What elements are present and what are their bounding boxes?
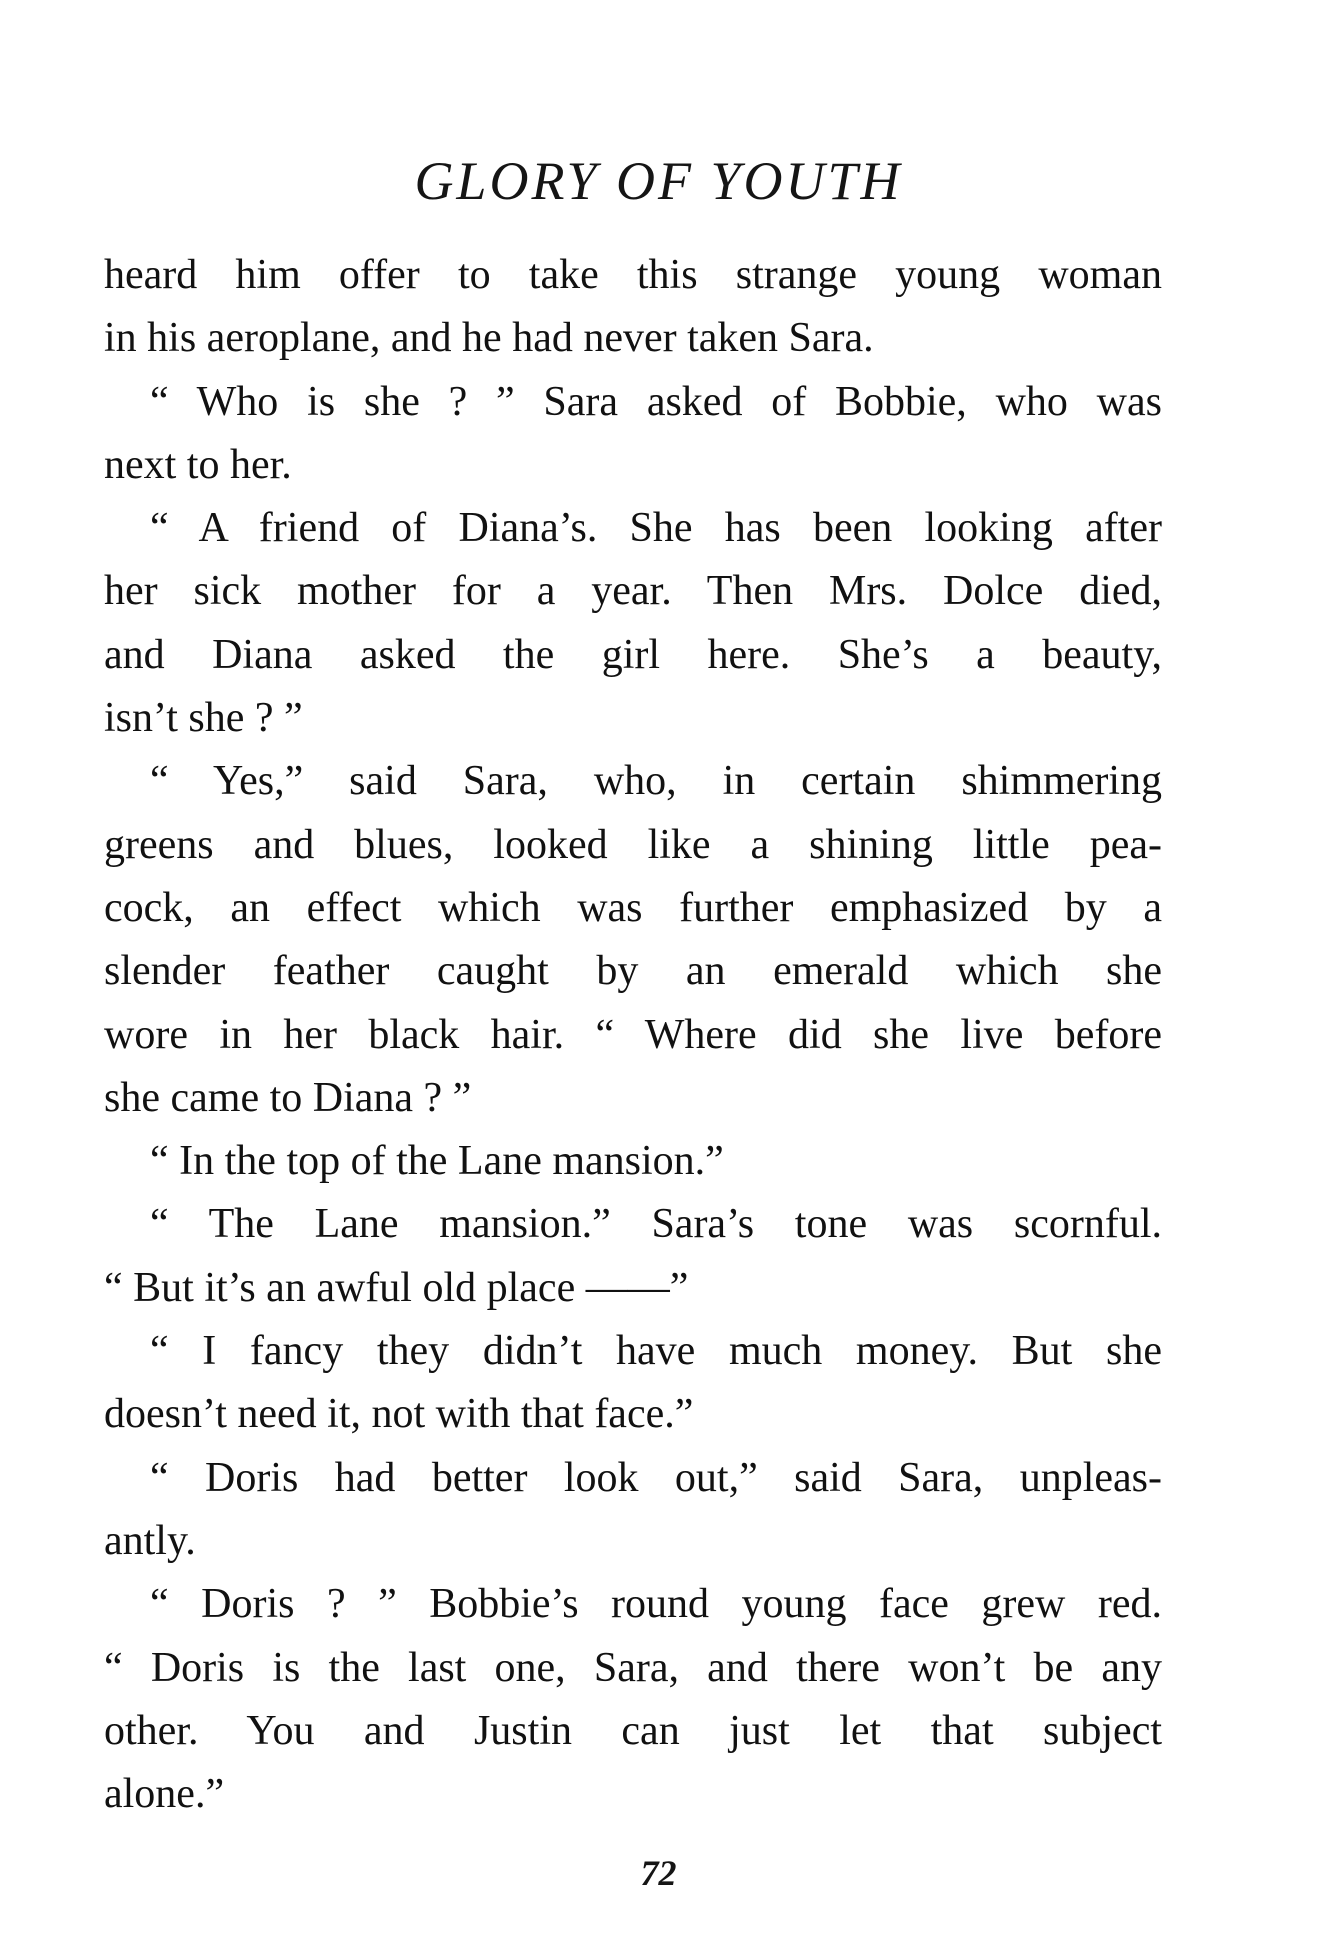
text-line: in his aeroplane, and he had never taken Sara. [104,315,874,362]
text-line: “ But it’s an awful old place ——” [104,1264,689,1311]
text-line: “ Doris had better look out,” said Sara, unpleas- [150,1454,1162,1501]
text-line: and Diana asked the girl here. She’s a beauty, [104,631,1162,678]
text-line: “ Doris is the last one, Sara, and there won’t be any [104,1644,1162,1691]
text-line: “ Who is she ? ” Sara asked of Bobbie, who was [150,378,1162,425]
text-line: doesn’t need it, not with that face.” [104,1391,694,1438]
text-line: isn’t she ? ” [104,695,303,742]
text-line: next to her. [104,441,292,488]
text-line: her sick mother for a year. Then Mrs. Dolce died, [104,568,1162,615]
text-line: “ The Lane mansion.” Sara’s tone was scornful. [150,1201,1162,1248]
text-line: alone.” [104,1771,225,1818]
text-line: greens and blues, looked like a shining little pea- [104,821,1162,868]
text-line: “ In the top of the Lane mansion.” [150,1138,724,1185]
body-text [104,244,1162,1826]
text-line: “ I fancy they didn’t have much money. But she [150,1328,1162,1375]
text-line: wore in her black hair. “ Where did she live before [104,1011,1162,1058]
running-head: GLORY OF YOUTH [414,151,903,211]
text-line: cock, an effect which was further emphasized by a [104,884,1162,931]
text-line: “ Yes,” said Sara, who, in certain shimmering [150,758,1162,805]
text-line: heard him offer to take this strange young woman [104,252,1162,298]
text-line: antly. [104,1517,196,1564]
text-line: she came to Diana ? ” [104,1074,472,1121]
text-line: slender feather caught by an emerald which she [104,948,1162,995]
text-line: other. You and Justin can just let that subject [104,1707,1162,1754]
text-line: “ A friend of Diana’s. She has been looking after [150,505,1162,552]
text-line: “ Doris ? ” Bobbie’s round young face grew red. [150,1581,1162,1628]
page-number: 72 [640,1853,677,1893]
